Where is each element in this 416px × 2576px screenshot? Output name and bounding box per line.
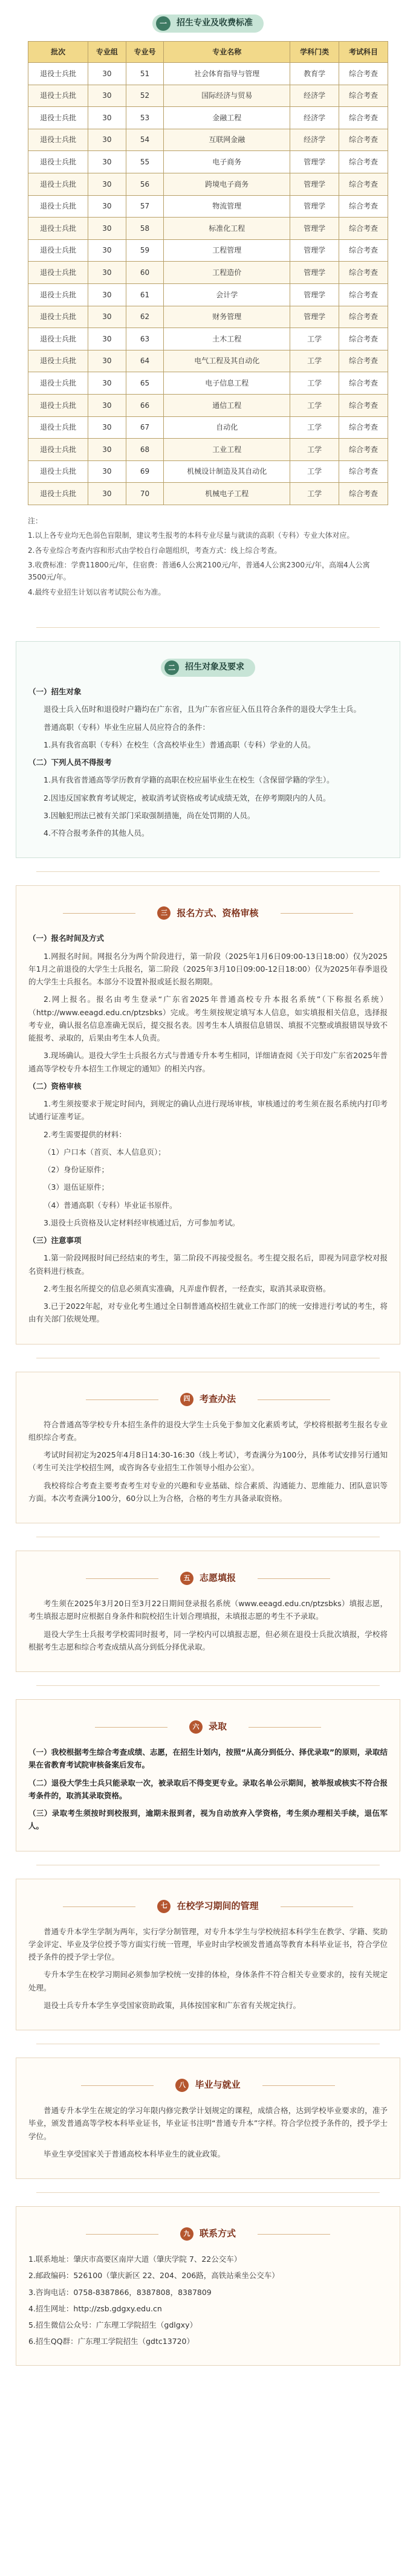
target-section: [16, 641, 400, 858]
table-cell: 30: [88, 306, 126, 328]
table-cell: 58: [126, 218, 164, 240]
target-content: [28, 685, 388, 839]
table-row: [28, 483, 388, 505]
table-cell: 综合考查: [339, 195, 388, 218]
paragraph: 1.考生须按要求于规定时间内，到规定的确认点进行现场审核，审核通过的考生须在报名系统内打印考试通行证准考证。: [28, 1099, 388, 1122]
divider: [36, 871, 380, 872]
table-cell: 综合考查: [339, 107, 388, 129]
contact-item: 2.邮政编码：526100（肇庆新区 22、204、206路，高铁站乘坐公交车）: [28, 2271, 279, 2281]
section-title: 毕业与就业: [195, 2079, 241, 2091]
table-cell: 综合考查: [339, 394, 388, 416]
table-cell: 经济学: [290, 85, 339, 107]
table-cell: 62: [126, 306, 164, 328]
table-cell: 综合考查: [339, 372, 388, 395]
majors-section: [16, 0, 400, 614]
table-cell: 通信工程: [164, 394, 290, 416]
section-number: 四: [180, 1393, 193, 1406]
contact-item: 6.招生QQ群：广东理工学院招生（gdtc13720）: [28, 2337, 195, 2346]
table-cell: 退役士兵批: [28, 394, 88, 416]
paragraph: 2.考生需要提供的材料：: [44, 1129, 126, 1139]
volunteer-section: [16, 1551, 400, 1672]
paragraph: 4.不符合报考条件的其他人员。: [44, 828, 149, 838]
table-cell: 61: [126, 283, 164, 306]
table-cell: 30: [88, 151, 126, 173]
table-cell: 标准化工程: [164, 218, 290, 240]
table-cell: 57: [126, 195, 164, 218]
paragraph: 1.网报名时间。网报名分为两个阶段进行，第一阶段（2025年1月6日09:00-13日18:00）仅为2025年1月之前退役的大学生士兵报名，第二阶段（2025年3月10日09:00-12日18:00）仅为2025年春季退役的大学生士兵报名。本部分不设置补报或延长报名期限。: [28, 951, 388, 987]
contact-section: [16, 2206, 400, 2366]
exam-content: [28, 1418, 388, 1505]
table-cell: 退役士兵批: [28, 328, 88, 350]
paragraph: 退役士兵入伍时和退役时户籍均在广东省，且为广东省应征入伍且符合条件的退役大学生士兵。: [44, 705, 362, 714]
table-row: [28, 372, 388, 395]
table-cell: 工程造价: [164, 262, 290, 284]
table-cell: 30: [88, 262, 126, 284]
table-row: [28, 460, 388, 483]
table-cell: 51: [126, 63, 164, 85]
table-cell: 60: [126, 262, 164, 284]
paragraph: （二）退役大学生士兵只能录取一次，被录取后不得变更专业。录取名单公示期间，被举报或核实不符合报考条件的，取消其录取资格。: [28, 1778, 388, 1800]
majors-table-header-row: [28, 42, 388, 63]
table-row: [28, 173, 388, 195]
table-cell: 综合考查: [339, 262, 388, 284]
table-cell: 59: [126, 239, 164, 262]
exam-section-header: [28, 1389, 388, 1410]
paragraph: 考试时间初定为2025年4月8日14:30-16:30（线上考试），考查满分为100分，具体考试安排另行通知（考生可关注学校招生网，或咨询各专业招生工作领导小组办公室）。: [28, 1450, 388, 1473]
contact-item: 5.招生微信公众号：广东理工学院招生（gdlgxy）: [28, 2320, 197, 2330]
paragraph: 1.第一阶段网报时间已经结束的考生，第二阶段不再接受报名。考生提交报名后，即视为同意学校对报名资料进行核查。: [28, 1253, 388, 1276]
table-cell: 30: [88, 218, 126, 240]
table-cell: 退役士兵批: [28, 129, 88, 151]
table-cell: 69: [126, 460, 164, 483]
table-cell: 退役士兵批: [28, 439, 88, 461]
table-cell: 退役士兵批: [28, 218, 88, 240]
contact-item: 3.咨询电话：0758-8387866，8387808，8387809: [28, 2287, 212, 2297]
table-cell: 30: [88, 283, 126, 306]
study-section: [16, 1879, 400, 2031]
table-row: [28, 107, 388, 129]
table-cell: 管理学: [290, 218, 339, 240]
section-number: 一: [156, 16, 171, 31]
section-number: 六: [189, 1720, 203, 1734]
table-cell: 30: [88, 439, 126, 461]
majors-section-header: [28, 15, 388, 33]
paragraph: 符合普通高等学校专升本招生条件的退役大学生士兵免于参加文化素质考试，学校将根据考生报名专业组织综合考查。: [28, 1419, 388, 1442]
study-section-header: [28, 1896, 388, 1917]
volunteer-section-header: [28, 1568, 388, 1589]
section-number: 七: [157, 1900, 171, 1913]
majors-notes: [28, 515, 388, 598]
table-cell: 综合考查: [339, 306, 388, 328]
paragraph: 2.网上报名。报名由考生登录“广东省2025年普通高校专升本报名系统”（下称报名系统）（http://www.eeagd.edu.cn/ptzsbks）完成。考生须按规定填写本人信息，如实填报相关信息，选择报考专业，确认报名信息准确无误后，提交报名表。因考生本人填报信息错误、填报不完整或填报错误导致不能报考、录取的，后果由考生本人负责。: [28, 995, 388, 1043]
table-cell: 70: [126, 483, 164, 505]
section-title: 联系方式: [199, 2228, 236, 2239]
table-row: [28, 350, 388, 372]
table-cell: 机械设计制造及其自动化: [164, 460, 290, 483]
paragraph: （三）录取考生须按时到校报到，逾期未报到者，视为自动放弃入学资格，考生须办理相关手续，退伍军人。: [28, 1809, 388, 1831]
note-line: 3.收费标准：学费11800元/年，住宿费：普通6人公寓2100元/年，普通4人公寓2300元/年，高端4人公寓3500元/年。: [28, 561, 370, 582]
table-cell: 综合考查: [339, 460, 388, 483]
column-header: 专业组: [88, 42, 126, 63]
exam-section: [16, 1372, 400, 1524]
table-cell: 综合考查: [339, 416, 388, 439]
table-cell: 54: [126, 129, 164, 151]
table-cell: 工学: [290, 483, 339, 505]
paragraph: 2.因违反国家教育考试规定，被取消考试资格或考试成绩无效，在停考期限内的人员。: [44, 793, 331, 802]
table-row: [28, 239, 388, 262]
admit-section-header: [28, 1717, 388, 1737]
paragraph: 3.退役士兵资格及认定材料经审核通过后，方可参加考试。: [44, 1218, 240, 1227]
table-cell: 68: [126, 439, 164, 461]
contact-list: [28, 2253, 388, 2348]
section-number: 八: [175, 2079, 189, 2092]
table-cell: 教育学: [290, 63, 339, 85]
table-cell: 管理学: [290, 239, 339, 262]
table-cell: 管理学: [290, 306, 339, 328]
admit-content: [28, 1746, 388, 1833]
section-number: 三: [157, 906, 171, 920]
paragraph: 我校将综合考查主要考查考生对专业的兴趣和专业基础、综合素质、沟通能力、思维能力、团队意识等方面。本次考查满分100分，60分以上为合格，合格的考生方具备录取资格。: [28, 1480, 388, 1503]
contact-item: 1.联系地址：肇庆市高要区南岸大道（肇庆学院 7、22公交车）: [28, 2255, 242, 2264]
table-cell: 经济学: [290, 107, 339, 129]
table-row: [28, 151, 388, 173]
table-cell: 工学: [290, 460, 339, 483]
contact-section-title-ribbon: [158, 2224, 258, 2244]
table-cell: 退役士兵批: [28, 262, 88, 284]
paragraph: （3）退伍证原件；: [44, 1183, 109, 1192]
target-section-header: [28, 659, 388, 677]
table-cell: 53: [126, 107, 164, 129]
column-header: 考试科目: [339, 42, 388, 63]
table-cell: 国际经济与贸易: [164, 85, 290, 107]
table-cell: 30: [88, 483, 126, 505]
note-line: 注：: [28, 516, 43, 525]
paragraph: 普通专升本学生学制为两年，实行学分制管理，对专升本学生与学校统招本科学生在教学、学籍、奖助学金评定、毕业及学位授予等方面实行统一管理，毕业时由学校颁发普通高等教育本科毕业证书，符合学位授予条件的授予学士学位。: [28, 1926, 388, 1962]
table-cell: 工学: [290, 372, 339, 395]
table-cell: 综合考查: [339, 439, 388, 461]
table-cell: 金融工程: [164, 107, 290, 129]
paragraph: 考生须在2025年3月20日至3月22日期间登录报名系统（www.eeagd.edu.cn/ptzsbks）填报志愿，考生填报志愿时应根据自身条件和院校招生计划合理填报，未填报志愿的考生不予录取。: [28, 1599, 388, 1621]
table-cell: 综合考查: [339, 218, 388, 240]
paragraph: （一）报名时间及方式: [28, 934, 105, 943]
section-number: 九: [180, 2227, 193, 2241]
table-cell: 退役士兵批: [28, 239, 88, 262]
column-header: 专业号: [126, 42, 164, 63]
section-number: 二: [164, 660, 179, 675]
table-row: [28, 328, 388, 350]
note-line: 1.以上各专业均无色弱色盲限制，建议考生报考的本科专业尽量与就读的高职（专科）专业大体对应。: [28, 531, 354, 540]
table-row: [28, 416, 388, 439]
table-cell: 退役士兵批: [28, 350, 88, 372]
admit-section: [16, 1699, 400, 1851]
table-cell: 30: [88, 85, 126, 107]
paragraph: （三）注意事项: [28, 1236, 82, 1245]
table-cell: 退役士兵批: [28, 85, 88, 107]
note-line: 4.最终专业招生计划以省考试院公布为准。: [28, 587, 166, 596]
table-cell: 30: [88, 129, 126, 151]
admit-section-title-ribbon: [167, 1717, 249, 1737]
section-title: 考查办法: [199, 1393, 236, 1404]
paragraph: （二）下列人员不得报考: [28, 758, 112, 767]
paragraph: （1）户口本（首页、本人信息页）；: [44, 1147, 166, 1157]
divider: [36, 1685, 380, 1686]
table-cell: 30: [88, 416, 126, 439]
table-cell: 52: [126, 85, 164, 107]
section-title: 报名方式、资格审核: [177, 907, 259, 918]
table-cell: 综合考查: [339, 85, 388, 107]
table-cell: 工学: [290, 416, 339, 439]
paragraph: 退役士兵专升本学生享受国家资助政策，具体按国家和广东省有关规定执行。: [44, 2000, 301, 2010]
table-cell: 管理学: [290, 173, 339, 195]
column-header: 批次: [28, 42, 88, 63]
table-cell: 跨境电子商务: [164, 173, 290, 195]
table-cell: 财务管理: [164, 306, 290, 328]
table-cell: 退役士兵批: [28, 483, 88, 505]
career-section-title-ribbon: [154, 2075, 262, 2096]
table-cell: 退役士兵批: [28, 460, 88, 483]
table-cell: 物流管理: [164, 195, 290, 218]
apply-content: [28, 932, 388, 1325]
table-cell: 综合考查: [339, 129, 388, 151]
table-cell: 30: [88, 350, 126, 372]
table-cell: 30: [88, 195, 126, 218]
exam-section-title-ribbon: [158, 1389, 258, 1410]
career-content: [28, 2104, 388, 2160]
section-title: 招生专业及收费标准: [177, 18, 253, 28]
apply-section-header: [28, 903, 388, 923]
table-cell: 30: [88, 63, 126, 85]
table-cell: 退役士兵批: [28, 151, 88, 173]
table-cell: 退役士兵批: [28, 63, 88, 85]
table-cell: 综合考查: [339, 328, 388, 350]
table-cell: 会计学: [164, 283, 290, 306]
table-cell: 退役士兵批: [28, 195, 88, 218]
paragraph: 毕业生享受国家关于普通高校本科毕业生的就业政策。: [44, 2149, 226, 2158]
table-row: [28, 262, 388, 284]
column-header: 学科门类: [290, 42, 339, 63]
majors-table-body: [28, 63, 388, 505]
paragraph: 普通专升本学生在规定的学习年限内修完教学计划规定的课程，成绩合格，达到学校毕业要求的，准予毕业，颁发普通高等学校本科毕业证书，毕业证书注明“普通专升本”字样。符合学位授予条件的，授予学士学位。: [28, 2106, 388, 2141]
table-cell: 综合考查: [339, 483, 388, 505]
table-cell: 工学: [290, 328, 339, 350]
paragraph: （二）资格审核: [28, 1081, 82, 1091]
table-cell: 社会体育指导与管理: [164, 63, 290, 85]
contact-section-header: [28, 2224, 388, 2244]
table-cell: 30: [88, 328, 126, 350]
table-row: [28, 283, 388, 306]
table-row: [28, 394, 388, 416]
paragraph: （2）身份证原件；: [44, 1165, 109, 1175]
table-cell: 30: [88, 107, 126, 129]
table-cell: 管理学: [290, 151, 339, 173]
table-cell: 56: [126, 173, 164, 195]
table-cell: 自动化: [164, 416, 290, 439]
section-title: 录取: [208, 1721, 227, 1732]
study-section-title-ribbon: [135, 1896, 280, 1917]
table-cell: 工学: [290, 439, 339, 461]
table-cell: 电子商务: [164, 151, 290, 173]
table-cell: 退役士兵批: [28, 107, 88, 129]
apply-section-title-ribbon: [135, 903, 280, 923]
table-cell: 64: [126, 350, 164, 372]
majors-table: [28, 41, 388, 505]
section-number: 五: [180, 1572, 193, 1585]
table-cell: 管理学: [290, 283, 339, 306]
paragraph: 普通高职（专科）毕业生应届人员应符合的条件：: [44, 722, 210, 732]
table-row: [28, 218, 388, 240]
paragraph: 退役大学生士兵报考学校需同时报考，同一学校内可以填报志愿，但必须在退役士兵批次填报，学校将根据考生志愿和综合考查成绩从高分到低分择优录取。: [28, 1629, 388, 1651]
table-cell: 退役士兵批: [28, 306, 88, 328]
table-cell: 综合考查: [339, 151, 388, 173]
table-cell: 管理学: [290, 195, 339, 218]
table-cell: 退役士兵批: [28, 173, 88, 195]
table-row: [28, 306, 388, 328]
table-cell: 退役士兵批: [28, 416, 88, 439]
table-cell: 30: [88, 372, 126, 395]
table-cell: 电气工程及其自动化: [164, 350, 290, 372]
volunteer-content: [28, 1597, 388, 1653]
paragraph: 3.现场确认。退役大学生士兵报名方式与普通专升本考生相同，详细请查阅《关于印发广东省2025年普通高等学校专升本招生工作规定的通知》的相关内容。: [28, 1051, 388, 1073]
table-cell: 经济学: [290, 129, 339, 151]
career-section-header: [28, 2075, 388, 2096]
table-row: [28, 195, 388, 218]
table-cell: 土木工程: [164, 328, 290, 350]
paragraph: （4）普通高职（专科）毕业证书原件。: [44, 1200, 177, 1210]
table-cell: 退役士兵批: [28, 372, 88, 395]
paragraph: 1.具有我省普通高等学历教育学籍的高职在校应届毕业生在校生（含保留学籍的学生）。: [44, 775, 334, 785]
table-cell: 30: [88, 394, 126, 416]
table-cell: 55: [126, 151, 164, 173]
table-cell: 30: [88, 173, 126, 195]
paragraph: 专升本学生在校学习期间必须参加学校统一安排的体检，身体条件不符合相关专业要求的，按有关规定处理。: [28, 1970, 388, 1992]
table-cell: 机械电子工程: [164, 483, 290, 505]
apply-section: [16, 885, 400, 1344]
table-cell: 综合考查: [339, 239, 388, 262]
divider: [36, 2192, 380, 2193]
paragraph: （一）招生对象: [28, 687, 82, 697]
table-cell: 互联网金融: [164, 129, 290, 151]
paragraph: 3.因触犯刑法已被有关部门采取强制措施，尚在处罚期的人员。: [44, 810, 255, 820]
table-row: [28, 129, 388, 151]
table-row: [28, 63, 388, 85]
section-title: 志愿填报: [199, 1572, 236, 1584]
divider: [36, 627, 380, 628]
table-cell: 63: [126, 328, 164, 350]
target-section-title-badge: [161, 659, 255, 677]
paragraph: 2.考生报名所提交的信息必须真实准确，凡弄虚作假者，一经查实，取消其录取资格。: [44, 1283, 331, 1293]
table-cell: 综合考查: [339, 283, 388, 306]
table-cell: 66: [126, 394, 164, 416]
table-cell: 退役士兵批: [28, 283, 88, 306]
table-cell: 综合考查: [339, 350, 388, 372]
contact-item: 4.招生网址：http://zsb.gdgxy.edu.cn: [28, 2303, 162, 2313]
paragraph: （一）我校根据考生综合考查成绩、志愿，在招生计划内，按照“从高分到低分、择优录取”的原则，录取结果在省教育考试院审核备案后发布。: [28, 1748, 388, 1770]
section-title: 招生对象及要求: [185, 662, 244, 673]
note-line: 2.各专业综合考查内容和形式由学校自行命题组织，考查方式：线上综合考查。: [28, 546, 282, 555]
majors-section-title-badge: [152, 15, 264, 33]
table-cell: 工业工程: [164, 439, 290, 461]
table-cell: 30: [88, 460, 126, 483]
table-cell: 工学: [290, 394, 339, 416]
table-cell: 67: [126, 416, 164, 439]
column-header: 专业名称: [164, 42, 290, 63]
table-cell: 综合考查: [339, 63, 388, 85]
section-title: 在校学习期间的管理: [177, 1900, 259, 1911]
table-cell: 65: [126, 372, 164, 395]
table-cell: 工程管理: [164, 239, 290, 262]
career-section: [16, 2058, 400, 2179]
table-row: [28, 439, 388, 461]
table-cell: 电子信息工程: [164, 372, 290, 395]
study-content: [28, 1925, 388, 2012]
table-cell: 30: [88, 239, 126, 262]
table-cell: 管理学: [290, 262, 339, 284]
volunteer-section-title-ribbon: [158, 1568, 258, 1589]
table-cell: 综合考查: [339, 173, 388, 195]
paragraph: 1.具有我省高职（专科）在校生（含高校毕业生）普通高职（专科）学业的人员。: [44, 740, 316, 749]
table-row: [28, 85, 388, 107]
paragraph: 3.已于2022年起，对专业化考生通过全日制普通高校招生就业工作部门的统一安排进行考试的考生，将由有关部门依规处理。: [28, 1302, 388, 1324]
table-cell: 工学: [290, 350, 339, 372]
